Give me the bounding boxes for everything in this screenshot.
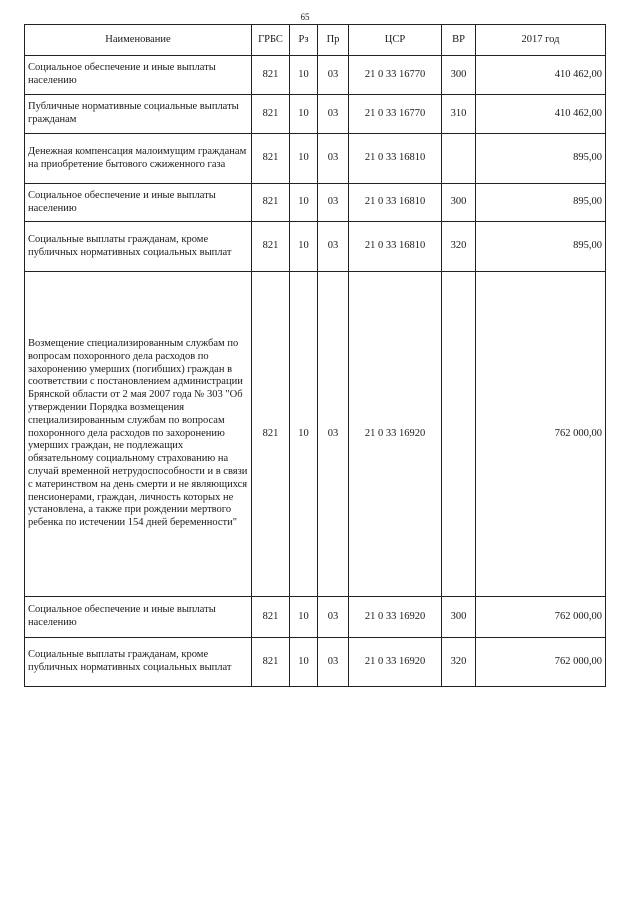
cell-csr: 21 0 33 16920 (349, 638, 442, 687)
cell-grbs: 821 (252, 184, 290, 222)
cell-grbs: 821 (252, 56, 290, 95)
header-name: Наименование (25, 25, 252, 56)
cell-rz: 10 (290, 272, 318, 597)
header-grbs: ГРБС (252, 25, 290, 56)
cell-vr: 320 (442, 222, 476, 272)
budget-table (24, 24, 606, 687)
cell-grbs: 821 (252, 222, 290, 272)
header-pr: Пр (318, 25, 349, 56)
cell-grbs: 821 (252, 597, 290, 638)
cell-vr: 300 (442, 597, 476, 638)
header-rz: Рз (290, 25, 318, 56)
cell-vr: 300 (442, 56, 476, 95)
cell-csr: 21 0 33 16920 (349, 272, 442, 597)
cell-vr: 310 (442, 95, 476, 134)
table-row (25, 134, 606, 184)
table-row (25, 638, 606, 687)
cell-pr: 03 (318, 222, 349, 272)
cell-amount: 762 000,00 (476, 272, 606, 597)
table-row (25, 184, 606, 222)
cell-pr: 03 (318, 184, 349, 222)
cell-rz: 10 (290, 95, 318, 134)
cell-pr: 03 (318, 597, 349, 638)
cell-amount: 895,00 (476, 184, 606, 222)
cell-amount: 895,00 (476, 222, 606, 272)
cell-name: Социальные выплаты гражданам, кроме публичных нормативных социальных выплат (25, 222, 252, 272)
cell-pr: 03 (318, 272, 349, 597)
cell-pr: 03 (318, 638, 349, 687)
cell-csr: 21 0 33 16810 (349, 134, 442, 184)
cell-pr: 03 (318, 56, 349, 95)
table-row (25, 272, 606, 597)
cell-rz: 10 (290, 184, 318, 222)
cell-name: Социальное обеспечение и иные выплаты населению (25, 56, 252, 95)
page-number: 65 (300, 12, 310, 22)
cell-rz: 10 (290, 638, 318, 687)
header-year: 2017 год (476, 25, 606, 56)
cell-name: Денежная компенсация малоимущим гражданам на приобретение бытового сжиженного газа (25, 134, 252, 184)
cell-csr: 21 0 33 16810 (349, 184, 442, 222)
cell-amount: 762 000,00 (476, 597, 606, 638)
cell-rz: 10 (290, 222, 318, 272)
cell-amount: 762 000,00 (476, 638, 606, 687)
cell-rz: 10 (290, 134, 318, 184)
cell-name: Социальное обеспечение и иные выплаты населению (25, 184, 252, 222)
table-row (25, 95, 606, 134)
cell-name: Социальное обеспечение и иные выплаты населению (25, 597, 252, 638)
cell-vr: 320 (442, 638, 476, 687)
cell-name: Возмещение специализированным службам по вопросам похоронного дела расходов по захоронению умерших (погибших) граждан в соответствии с постановлением администрации Брянской области от 2 мая 2007 года № 303 "Об утверждении Порядка возмещения специализированным службам по вопросам похоронного дела расходов по захоронению умерших граждан, не подлежащих обязательному социальному страхованию на случай временной нетрудоспособности и в связи с материнством на день смерти и не являющихся пенсионерами, граждан, личность которых не установлена, а также при рождении мертвого ребенка по истечении 154 дней беременности" (25, 272, 252, 597)
cell-csr: 21 0 33 16770 (349, 95, 442, 134)
cell-pr: 03 (318, 95, 349, 134)
table-row (25, 222, 606, 272)
table-row (25, 597, 606, 638)
cell-csr: 21 0 33 16920 (349, 597, 442, 638)
cell-grbs: 821 (252, 272, 290, 597)
cell-vr: 300 (442, 184, 476, 222)
cell-pr: 03 (318, 134, 349, 184)
cell-amount: 410 462,00 (476, 56, 606, 95)
cell-rz: 10 (290, 597, 318, 638)
cell-grbs: 821 (252, 638, 290, 687)
cell-rz: 10 (290, 56, 318, 95)
cell-grbs: 821 (252, 95, 290, 134)
cell-amount: 895,00 (476, 134, 606, 184)
cell-name: Социальные выплаты гражданам, кроме публичных нормативных социальных выплат (25, 638, 252, 687)
cell-vr (442, 272, 476, 597)
table-row (25, 56, 606, 95)
header-row (25, 25, 606, 56)
header-vr: ВР (442, 25, 476, 56)
cell-grbs: 821 (252, 134, 290, 184)
cell-vr (442, 134, 476, 184)
cell-csr: 21 0 33 16770 (349, 56, 442, 95)
cell-name: Публичные нормативные социальные выплаты гражданам (25, 95, 252, 134)
cell-amount: 410 462,00 (476, 95, 606, 134)
cell-csr: 21 0 33 16810 (349, 222, 442, 272)
header-csr: ЦСР (349, 25, 442, 56)
